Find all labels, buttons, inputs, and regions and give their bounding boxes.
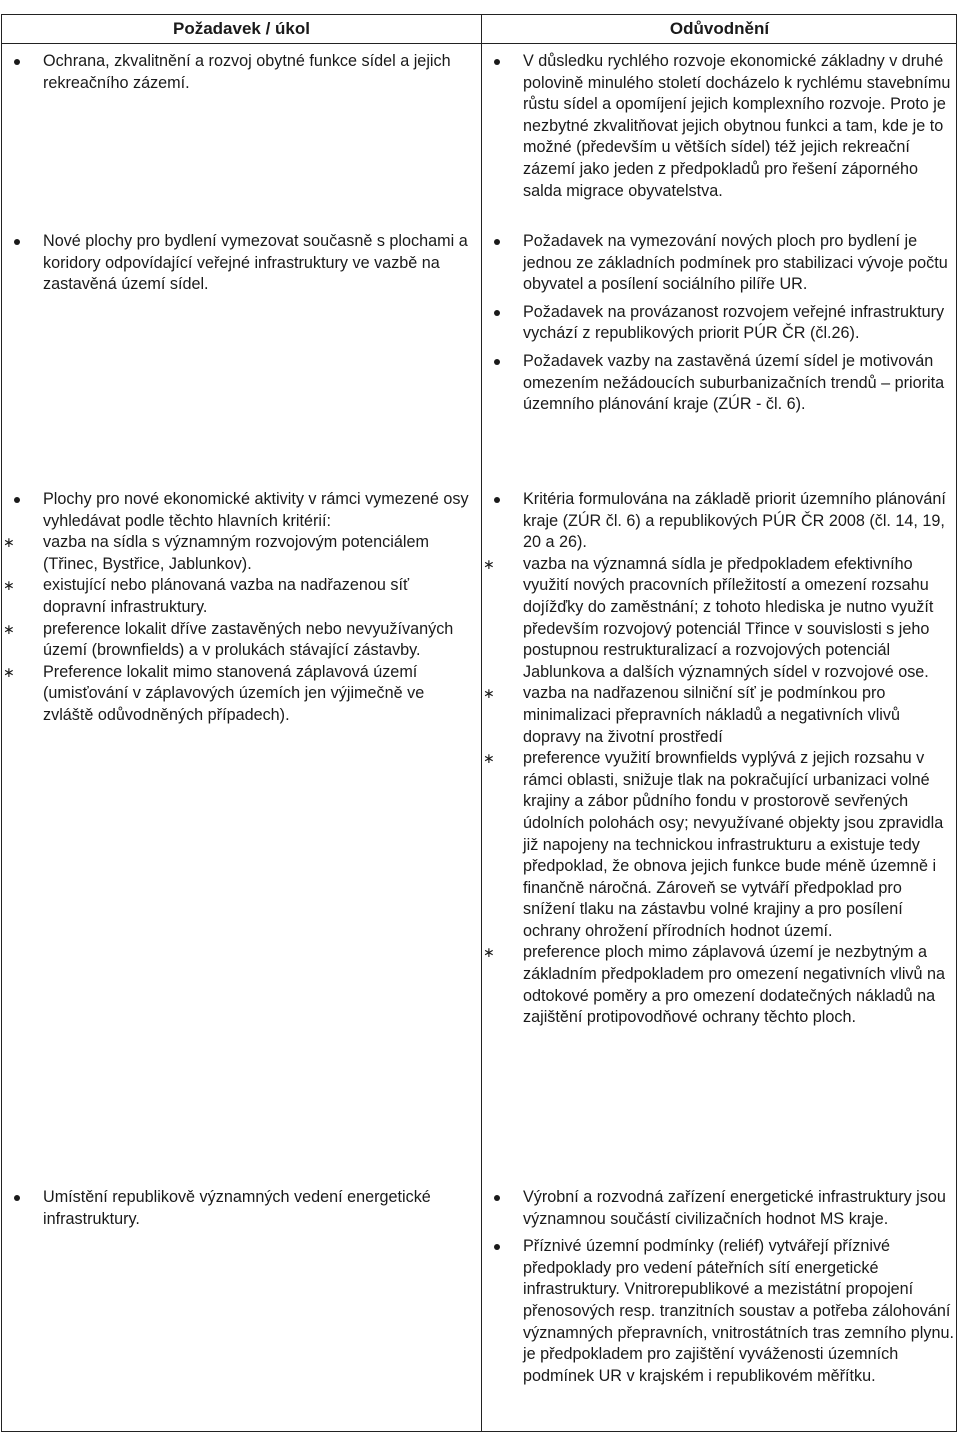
asterisk-icon: ∗ [3,534,15,551]
justification-criteria-list [482,554,954,1029]
left-row-4 [2,1187,472,1230]
header-requirement: Požadavek / úkol [173,19,310,38]
criteria-item: ∗ Preference lokalit mimo stanovená záplavová území (umisťování v záplavových územích jen výjimečně ve zvláště odůvodněných případech). [3,662,425,724]
requirement-item: Plochy pro nové ekonomické aktivity v rámci vymezené osy vyhledávat podle těchto hlavních kritérií: [2,489,472,532]
asterisk-icon: ∗ [3,620,15,637]
justification-item: V důsledku rychlého rozvoje ekonomické základny v druhé polovině minulého století docházelo k rychlému stavebnímu růstu sídel a opomíjení jejich komplexního rozvoje. Proto je nezbytné zkvalitňovat jejich obytnou funkci a tam, kde je to možné (především u větších sídel) též jejich rekreační zázemí jako jeden z předpokladů pro řešení záporného salda migrace obyvatelstva. [482,51,954,202]
requirements-table [1,14,957,1432]
justification-criteria-item: ∗ vazba na nadřazenou silniční síť je podmínkou pro minimalizaci přepravních nákladů a negativních vlivů dopravy na životní prostředí [483,684,900,746]
asterisk-icon: ∗ [483,750,495,767]
asterisk-icon: ∗ [483,685,495,702]
asterisk-icon: ∗ [3,577,15,594]
criteria-item: ∗ existující nebo plánovaná vazba na nadřazenou síť dopravní infrastruktury. [3,576,410,616]
justification-criteria-item: ∗ preference ploch mimo záplavová území je nezbytným a základním předpokladem pro omezení negativních vlivů na odtokové poměry a pro omezení dodatečných nákladů na zajištění protipovodňové ochrany těchto ploch. [483,943,946,1027]
left-row-1 [2,51,472,94]
justification-criteria-item: ∗ preference využití brownfields vyplývá z jejich rozsahu v rámci oblasti, snižuje tlak na pokračující urbanizaci volné krajiny a zábor půdního fondu v prostorově sevřených údolních polohách osy; nevyužívané objekty jsou zpravidla již napojeny na technickou infrastrukturu a existuje tedy předpoklad, že obnova jejich funkce bude méně územně i finančně náročná. Zároveň se vytváří předpoklad pro snížení tlaku na zástavbu volné krajiny a pro posílení ochrany ohrožení přírodních hodnot území. [483,749,944,940]
justification-item: Výrobní a rozvodná zařízení energetické infrastruktury jsou významnou součástí civilizačních hodnot MS kraje. [482,1187,954,1230]
requirement-item: Nové plochy pro bydlení vymezovat současně s plochami a koridory odpovídající veřejné infrastruktury ve vazbě na zastavěná území sídel. [2,231,472,296]
left-row-3 [2,489,472,727]
right-row-1 [482,51,954,202]
left-row-2 [2,231,472,296]
right-row-3 [482,489,954,1029]
right-row-4 [482,1187,954,1387]
justification-item: Požadavek na provázanost rozvojem veřejné infrastruktury vychází z republikových priorit PÚR ČR (čl.26). [482,302,954,345]
criteria-item: ∗ preference lokalit dříve zastavěných nebo nevyužívaných území (brownfields) a v prolukách stávající zástavby. [3,619,454,660]
justification-item: Příznivé územní podmínky (reliéf) vytvářejí příznivé předpoklady pro vedení páteřních sítí energetické infrastruktury. Vnitrorepublikové a mezistátní propojení přenosových resp. tranzitních soustav a potřeba zálohování významných přepravních, vnitrostátních tras zemního plynu. je předpokladem pro zajištění vyváženosti územních podmínek UR v krajském i republikovém měřítku. [482,1236,954,1387]
justification-item: Kritéria formulována na základě priorit územního plánování kraje (ZÚR čl. 6) a republikových PÚR ČR 2008 (čl. 14, 19, 20 a 26). [482,489,954,554]
justification-criteria-item: ∗ vazba na významná sídla je předpokladem efektivního využití nových pracovních příležitostí a omezení rozsahu dojížďky do zaměstnání; z tohoto hlediska je nutno využít především rozvojový potenciál Třince v souvislosti s jeho postupnou restrukturalizací a rozvojových potenciál Jablunkova a dalších významných sídel v rozvojové ose. [483,554,934,681]
header-justification: Odůvodnění [669,19,770,38]
asterisk-icon: ∗ [3,663,15,680]
header-separator [2,43,956,44]
requirement-item: Umístění republikově významných vedení energetické infrastruktury. [2,1187,472,1230]
requirement-item: Ochrana, zkvalitnění a rozvoj obytné funkce sídel a jejich rekreačního zázemí. [2,51,472,94]
asterisk-icon: ∗ [483,944,495,961]
justification-item: Požadavek vazby na zastavěná území sídel je motivován omezením nežádoucích suburbanizačních trendů – priorita územního plánování kraje (ZÚR - čl. 6). [482,351,954,416]
criteria-list [2,532,472,726]
justification-item: Požadavek na vymezování nových ploch pro bydlení je jednou ze základních podmínek pro stabilizaci vývoje počtu obyvatel a posílení sociálního pilíře UR. [482,231,954,296]
right-row-2 [482,231,954,416]
criteria-item: ∗ vazba na sídla s významným rozvojovým potenciálem (Třinec, Bystřice, Jablunkov). [3,533,429,573]
asterisk-icon: ∗ [483,555,495,572]
